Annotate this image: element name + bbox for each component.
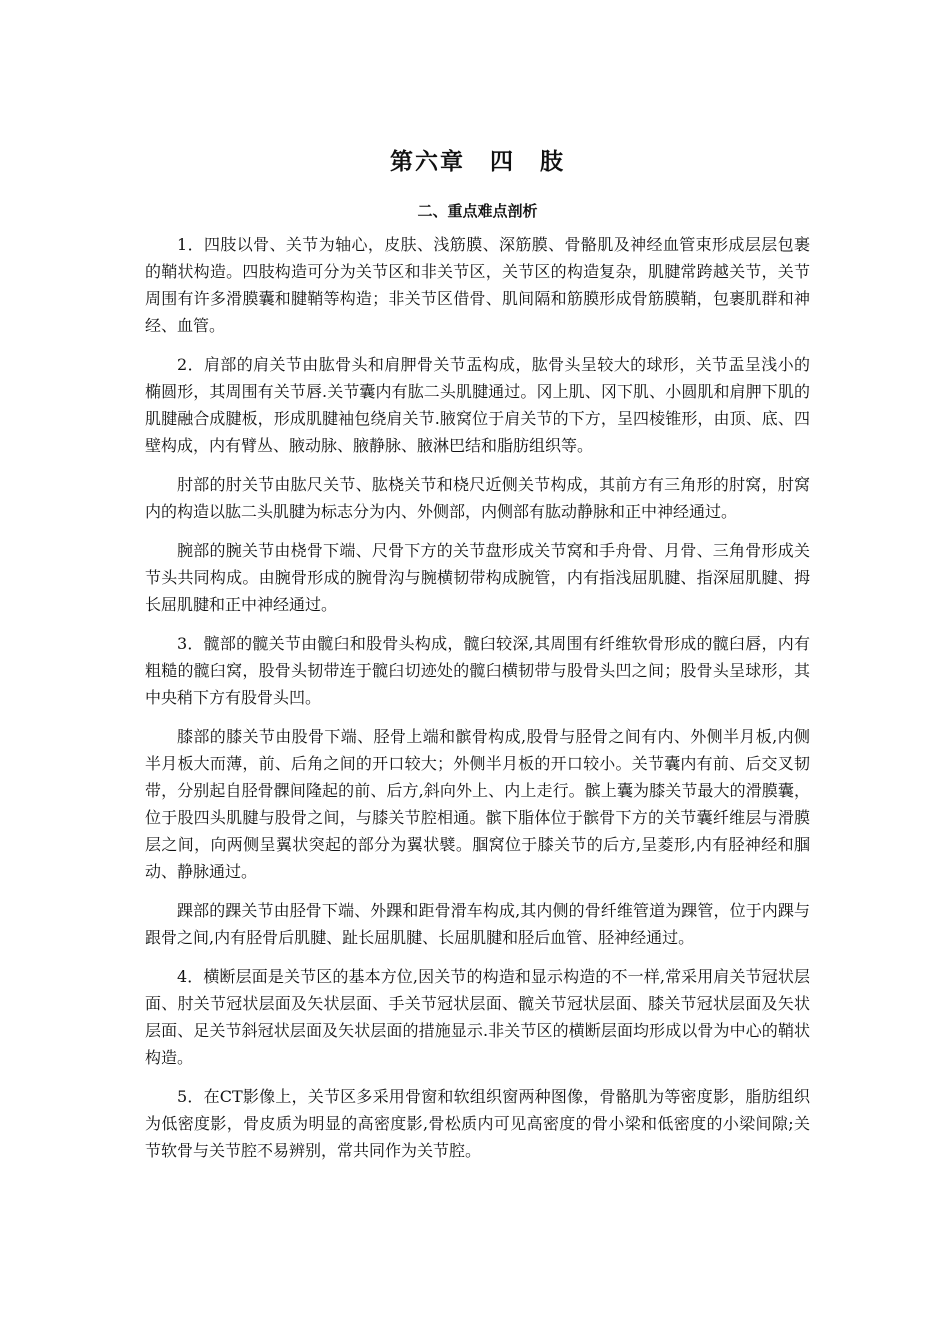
paragraph-5: 3．髋部的髋关节由髋臼和股骨头构成，髋臼较深,其周围有纤维软骨形成的髋臼唇，内有粗糙的髋臼窝，股骨头韧带连于髋臼切迹处的髋臼横韧带与股骨头凹之间；股骨头呈球形，其中央稍下方有股骨头凹。 — [145, 634, 810, 707]
paragraph-4: 腕部的腕关节由桡骨下端、尺骨下方的关节盘形成关节窝和手舟骨、月骨、三角骨形成关节头共同构成。由腕骨形成的腕骨沟与腕横韧带构成腕管，内有指浅屈肌腱、指深屈肌腱、拇长屈肌腱和正中神经通过。 — [145, 541, 810, 614]
section-title: 二、重点难点剖析 — [417, 202, 538, 220]
chapter-title: 第六章 四 肢 — [390, 149, 565, 175]
paragraph-8: 4．横断层面是关节区的基本方位,因关节的构造和显示构造的不一样,常采用肩关节冠状层面、肘关节冠状层面及矢状层面、手关节冠状层面、髋关节冠状层面、膝关节冠状层面及矢状层面、足关节斜冠状层面及矢状层面的措施显示.非关节区的横断层面均形成以骨为中心的鞘状构造。 — [145, 967, 810, 1067]
paragraph-1: 1．四肢以骨、关节为轴心，皮肤、浅筋膜、深筋膜、骨骼肌及神经血管束形成层层包裹的鞘状构造。四肢构造可分为关节区和非关节区，关节区的构造复杂，肌腱常跨越关节，关节周围有许多滑膜囊和腱鞘等构造；非关节区借骨、肌间隔和筋膜形成骨筋膜鞘，包裹肌群和神经、血管。 — [145, 235, 810, 335]
body-text — [145, 231, 810, 1164]
paragraph-6: 膝部的膝关节由股骨下端、胫骨上端和髌骨构成,股骨与胫骨之间有内、外侧半月板,内侧半月板大而薄，前、后角之间的开口较大；外侧半月板的开口较小。关节囊内有前、后交叉韧带，分别起自胫骨髁间隆起的前、后方,斜向外上、内上走行。髌上囊为膝关节最大的滑膜囊，位于股四头肌腱与股骨之间，与膝关节腔相通。髌下脂体位于髌骨下方的关节囊纤维层与滑膜层之间，向两侧呈翼状突起的部分为翼状襞。腘窝位于膝关节的后方,呈菱形,内有胫神经和腘动、静脉通过。 — [145, 727, 810, 881]
document-page — [145, 145, 810, 1176]
paragraph-2: 2．肩部的肩关节由肱骨头和肩胛骨关节盂构成，肱骨头呈较大的球形，关节盂呈浅小的椭圆形，其周围有关节唇.关节囊内有肱二头肌腱通过。冈上肌、冈下肌、小圆肌和肩胛下肌的肌腱融合成腱板，形成肌腱袖包绕肩关节.腋窝位于肩关节的下方，呈四棱锥形，由顶、底、四壁构成，内有臂丛、腋动脉、腋静脉、腋淋巴结和脂肪组织等。 — [145, 355, 810, 455]
paragraph-7: 踝部的踝关节由胫骨下端、外踝和距骨滑车构成,其内侧的骨纤维管道为踝管，位于内踝与跟骨之间,内有胫骨后肌腱、趾长屈肌腱、长屈肌腱和胫后血管、胫神经通过。 — [145, 901, 810, 947]
paragraph-3: 肘部的肘关节由肱尺关节、肱桡关节和桡尺近侧关节构成，其前方有三角形的肘窝，肘窝内的构造以肱二头肌腱为标志分为内、外侧部，内侧部有肱动静脉和正中神经通过。 — [145, 475, 810, 521]
paragraph-9: 5．在CT影像上，关节区多采用骨窗和软组织窗两种图像，骨骼肌为等密度影，脂肪组织为低密度影，骨皮质为明显的高密度影,骨松质内可见高密度的骨小梁和低密度的小梁间隙;关节软骨与关节腔不易辨别，常共同作为关节腔。 — [145, 1087, 810, 1160]
